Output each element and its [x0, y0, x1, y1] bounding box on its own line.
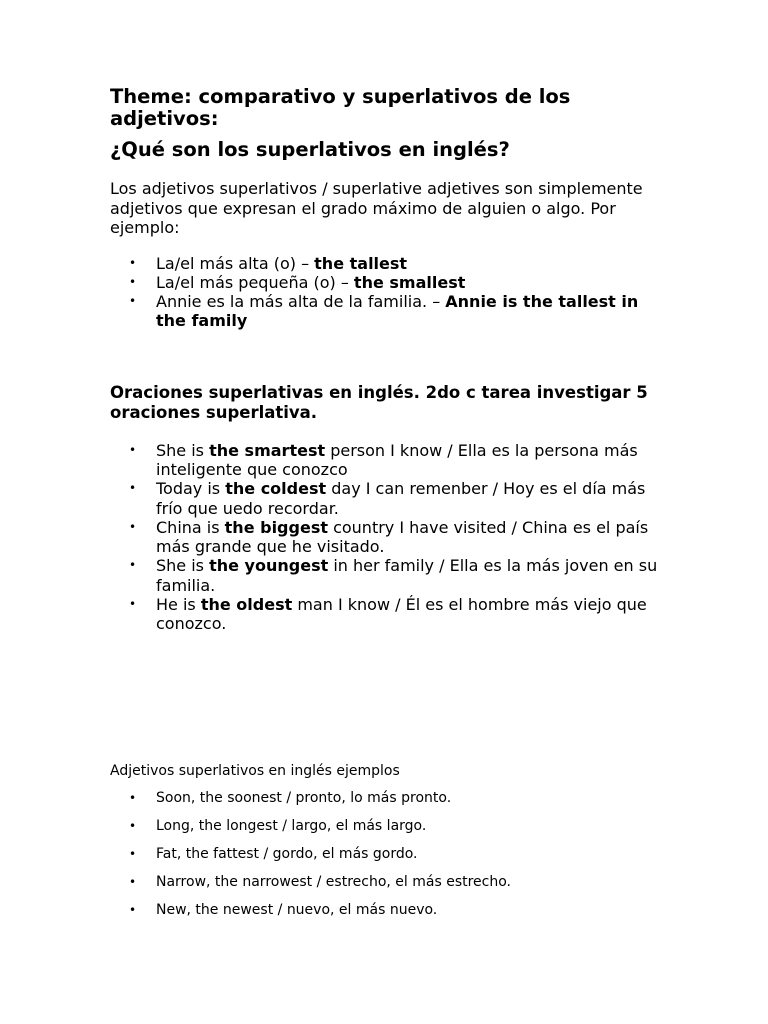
list-item: • Today is the coldest day I can remenber / Hoy es el día más frío que uedo recordar.	[110, 479, 670, 518]
examples-list	[110, 254, 670, 331]
intro-paragraph: Los adjetivos superlativos / superlative adjetives son simplemente adjetivos que expresan el grado máximo de alguien o algo. Por ejemplo:	[110, 179, 643, 237]
document-body	[110, 86, 670, 930]
list-item: • La/el más alta (o) – the tallest	[110, 254, 670, 273]
list-item: • Soon, the soonest / pronto, lo más pronto.	[110, 789, 670, 807]
list-item: • She is the youngest in her family / Ella es la más joven en su familia.	[110, 556, 670, 595]
question-heading: ¿Qué son los superlativos en inglés?	[110, 138, 510, 161]
list-item: • He is the oldest man I know / Él es el hombre más viejo que conozco.	[110, 595, 670, 634]
list-item: • New, the newest / nuevo, el más nuevo.	[110, 901, 670, 919]
list-item: • Long, the longest / largo, el más largo.	[110, 817, 670, 835]
word-list-heading: Adjetivos superlativos en inglés ejemplos	[110, 762, 400, 779]
list-item: • She is the smartest person I know / Ella es la persona más inteligente que conozco	[110, 441, 670, 480]
list-item: • Fat, the fattest / gordo, el más gordo.	[110, 845, 670, 863]
document-title: Theme: comparativo y superlativos de los adjetivos:	[110, 85, 571, 130]
section-heading: Oraciones superlativas en inglés. 2do c tarea investigar 5 oraciones superlativa.	[110, 382, 648, 422]
word-list	[110, 789, 670, 920]
list-item: • La/el más pequeña (o) – the smallest	[110, 273, 670, 292]
list-item: • China is the biggest country I have visited / China es el país más grande que he visitado.	[110, 518, 670, 557]
sentences-list	[110, 441, 670, 634]
list-item: • Narrow, the narrowest / estrecho, el más estrecho.	[110, 873, 670, 891]
list-item: • Annie es la más alta de la familia. – Annie is the tallest in the family	[110, 292, 670, 331]
